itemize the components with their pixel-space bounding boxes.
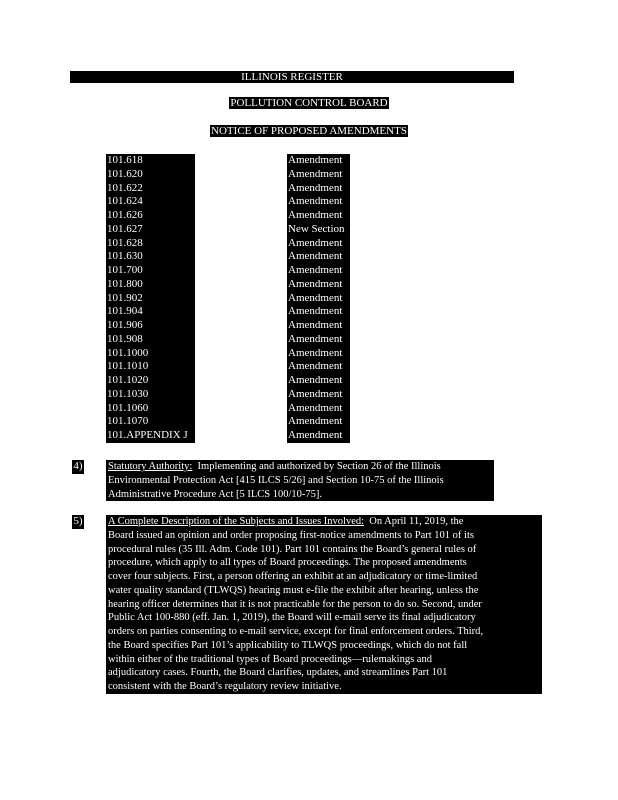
section-number: 101.906 [106, 319, 195, 333]
description-line-5: cover four subjects. First, a person offering an exhibit at an adjudicatory or time-limited [108, 571, 478, 582]
description-line-2: Board issued an opinion and order proposing first-notice amendments to Part 101 of its [108, 529, 474, 541]
description-line-12: adjudicatory cases. Fourth, the Board clarifies, updates, and streamlines Part 101 [108, 667, 448, 679]
statutory-authority-text-1: Implementing and authorized by Section 26 of the Illinois [197, 461, 441, 472]
section-action: Amendment [287, 292, 350, 306]
section-action: Amendment [287, 333, 350, 347]
description-line-11: within either of the traditional types of Board proceedings—rulemakings and [108, 653, 432, 665]
section-action: New Section [287, 223, 350, 237]
agency-name: POLLUTION CONTROL BOARD [230, 97, 388, 109]
section-number: 101.1000 [106, 347, 195, 361]
section-number: 101.APPENDIX J [106, 429, 195, 443]
statutory-authority-line-2: Environmental Protection Act [415 ILCS 5/26] and Section 10-75 of the Illinois [108, 474, 444, 486]
description-line-9: orders on parties consenting to e-mail service, except for final enforcement orders. Third, [108, 626, 484, 637]
section-action: Amendment [287, 402, 350, 416]
statutory-authority-heading: Statutory Authority: [108, 461, 193, 472]
statutory-authority-line-3: Administrative Procedure Act [5 ILCS 100/10-75]. [108, 488, 323, 500]
item-5-number: 5) [73, 515, 83, 527]
description-line-7: hearing officer determines that it is not practicable for the person to do so. Second, under [108, 598, 482, 610]
section-action: Amendment [287, 305, 350, 319]
section-action: Amendment [287, 347, 350, 361]
section-action: Amendment [287, 388, 350, 402]
statutory-authority-line-1 [108, 460, 492, 474]
section-action: Amendment [287, 374, 350, 388]
section-action: Amendment [287, 360, 350, 374]
agency-name-line [0, 97, 618, 109]
section-number: 101.624 [106, 195, 195, 209]
section-number: 101.1060 [106, 402, 195, 416]
section-action: Amendment [287, 415, 350, 429]
description-line-10: the Board specifies Part 101’s applicability to TLWQS proceedings, which do not fall [108, 639, 468, 651]
description-text-1: On April 11, 2019, the [369, 516, 464, 527]
section-action: Amendment [287, 319, 350, 333]
section-action: Amendment [287, 168, 350, 182]
register-title: ILLINOIS REGISTER [70, 71, 514, 83]
section-action: Amendment [287, 237, 350, 251]
item-4-number: 4) [73, 460, 83, 472]
section-action: Amendment [287, 429, 350, 443]
section-number: 101.700 [106, 264, 195, 278]
description-line-3: procedural rules (35 Ill. Adm. Code 101). Part 101 contains the Board’s general rules of [108, 543, 477, 555]
section-action: Amendment [287, 264, 350, 278]
description-line-1 [108, 515, 540, 529]
section-number: 101.1020 [106, 374, 195, 388]
section-number: 101.620 [106, 168, 195, 182]
section-number: 101.628 [106, 237, 195, 251]
section-action: Amendment [287, 195, 350, 209]
section-number: 101.908 [106, 333, 195, 347]
description-line-8: Public Act 100-880 (eff. Jan. 1, 2019), the Board will e-mail serve its final adjudicatory [108, 612, 476, 624]
section-number: 101.1030 [106, 388, 195, 402]
description-line-6: water quality standard (TLWQS) hearing must e-file the exhibit after hearing, unless the [108, 584, 479, 596]
statutory-authority-paragraph [106, 460, 494, 501]
section-number: 101.618 [106, 154, 195, 168]
section-action: Amendment [287, 154, 350, 168]
section-action: Amendment [287, 250, 350, 264]
description-paragraph [106, 515, 542, 694]
section-number: 101.626 [106, 209, 195, 223]
description-heading: A Complete Description of the Subjects and Issues Involved: [108, 516, 365, 527]
section-number: 101.1010 [106, 360, 195, 374]
section-number: 101.902 [106, 292, 195, 306]
notice-title: NOTICE OF PROPOSED AMENDMENTS [211, 125, 407, 137]
section-action: Amendment [287, 182, 350, 196]
section-number: 101.622 [106, 182, 195, 196]
section-number: 101.1070 [106, 415, 195, 429]
notice-title-line [0, 125, 618, 137]
section-number: 101.800 [106, 278, 195, 292]
section-action: Amendment [287, 209, 350, 223]
description-line-4: procedure, which apply to all types of Board proceedings. The proposed amendments [108, 557, 467, 569]
section-action: Amendment [287, 278, 350, 292]
description-line-13: consistent with the Board’s regulatory review initiative. [108, 681, 342, 692]
section-number: 101.904 [106, 305, 195, 319]
section-number: 101.627 [106, 223, 195, 237]
section-number: 101.630 [106, 250, 195, 264]
